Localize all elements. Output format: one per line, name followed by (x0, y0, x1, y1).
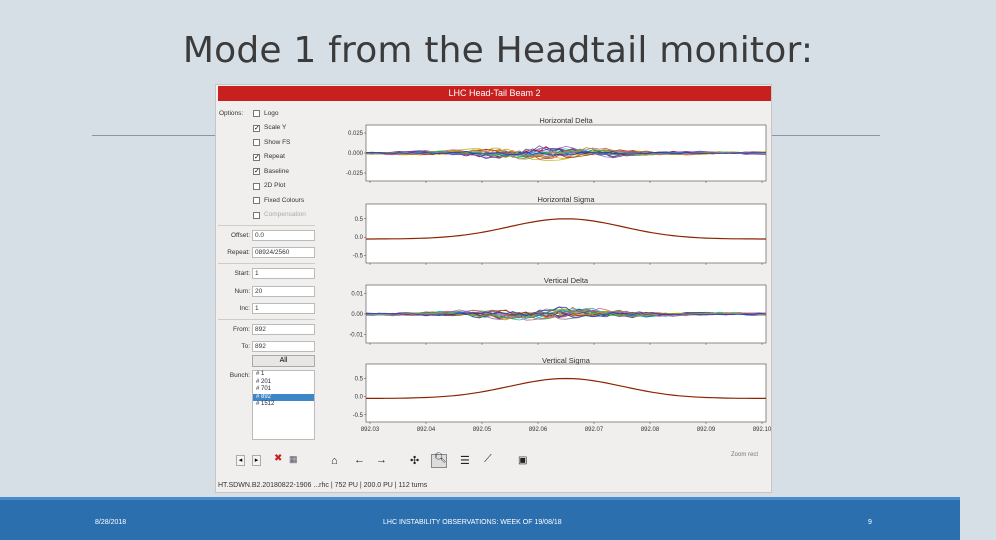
y-tick-label: 0.00 (351, 312, 363, 318)
x-tick-label: 892.07 (584, 427, 604, 433)
bunch-list[interactable] (252, 370, 315, 440)
option-label: 2D Plot (264, 182, 286, 189)
back-arrow-icon[interactable]: ← (354, 454, 365, 466)
bunch-list-item[interactable]: # 892 (253, 394, 314, 402)
option-checkbox-scale-y[interactable]: ✓ (254, 124, 260, 132)
plot-frame (366, 364, 766, 422)
panel-separator (218, 225, 315, 226)
edit-curves-icon[interactable]: ⟋ (484, 453, 492, 465)
save-icon[interactable]: ▣ (518, 455, 528, 466)
bunch-label: Bunch: (229, 372, 250, 379)
plot-frame (366, 204, 766, 263)
home-icon[interactable]: ⌂ (331, 455, 338, 467)
bunch-list-item[interactable]: # 201 (256, 378, 272, 385)
option-checkbox-repeat[interactable]: ✓ (254, 153, 260, 161)
plot-title: Vertical Sigma (542, 356, 590, 365)
x-tick-label: 892.06 (528, 427, 548, 433)
option-label: Compensation (264, 211, 306, 218)
option-label: Logo (264, 109, 279, 117)
x-tick-label: 892.03 (360, 427, 380, 433)
next-button[interactable]: ▸ (252, 455, 261, 466)
num-field[interactable]: 20 (252, 286, 315, 297)
option-checkbox-logo[interactable] (253, 110, 260, 117)
bunch-list-item[interactable]: # 1 (256, 371, 265, 377)
bunch-list-item[interactable]: # 701 (256, 386, 272, 392)
option-checkbox-2d-plot[interactable] (253, 183, 260, 190)
zoom-icon[interactable]: 🔍︎ (434, 453, 447, 464)
y-tick-label: 0.0 (354, 235, 363, 242)
y-tick-label: 0.5 (354, 376, 363, 383)
option-checkbox-compensation (253, 212, 260, 219)
status-bar: HT.SDWN.B2.20180822-1906 ...rhc | 752 PU | 200.0 PU | 112 turns (218, 482, 428, 489)
prev-button[interactable]: ◂ (236, 455, 245, 466)
clear-icon[interactable]: ✖ (274, 453, 283, 464)
panel-separator (218, 319, 315, 320)
option-checkbox-baseline[interactable]: ✓ (254, 168, 260, 175)
y-tick-label: -0.01 (349, 332, 363, 339)
repeat-field[interactable]: 08924/2560 (252, 247, 315, 258)
offset-field[interactable]: 0.0 (252, 230, 315, 241)
y-tick-label: 0.01 (351, 291, 363, 298)
y-tick-label: -0.5 (352, 412, 363, 419)
title-rule-left (92, 135, 215, 136)
from-field[interactable]: 892 (252, 324, 315, 335)
option-checkbox-fixed-colours[interactable] (253, 197, 260, 204)
panel-separator (218, 263, 315, 264)
option-checkbox-show-fs[interactable] (253, 139, 260, 146)
x-tick-label: 892.04 (416, 427, 436, 433)
plot-title: Horizontal Delta (539, 116, 593, 125)
plot-title: Vertical Delta (543, 276, 589, 285)
repeat-label: Repeat: (227, 249, 250, 256)
y-tick-label: -0.025 (345, 171, 363, 177)
plots-svg (330, 103, 772, 443)
slide-title: Mode 1 from the Headtail monitor: (182, 30, 814, 71)
y-tick-label: 0.025 (347, 131, 363, 137)
num-label: Num: (234, 288, 250, 295)
footer-center-text: LHC INSTABILITY OBSERVATIONS: WEEK OF 19/08/18 (383, 519, 562, 526)
to-field[interactable]: 892 (252, 341, 315, 352)
title-rule-right (772, 135, 880, 136)
bunch-list-item[interactable]: # 1512 (256, 401, 275, 407)
plot-title: Horizontal Sigma (537, 195, 595, 204)
x-tick-label: 892.05 (472, 427, 492, 433)
option-label: Baseline (264, 167, 289, 175)
app-title-bar: LHC Head-Tail Beam 2 (218, 86, 771, 101)
option-label: Show FS (264, 138, 291, 146)
option-label: Scale Y (264, 124, 287, 131)
y-tick-label: -0.5 (352, 253, 363, 260)
all-button[interactable]: All (252, 355, 315, 367)
configure-subplots-icon[interactable]: ☰ (460, 455, 470, 467)
zoom-mode-text: Zoom rect (731, 452, 759, 458)
inc-field[interactable]: 1 (252, 303, 315, 314)
footer-page-number: 9 (868, 519, 872, 526)
y-tick-label: 0.000 (347, 151, 363, 157)
x-tick-label: 892.09 (696, 427, 716, 433)
inc-label: Inc: (239, 305, 250, 312)
option-label: Fixed Colours (264, 196, 305, 204)
offset-label: Offset: (230, 232, 250, 239)
option-label: Repeat (264, 153, 285, 160)
headtail-app-window (215, 84, 772, 493)
footer-date: 8/28/2018 (95, 519, 127, 526)
options-label: Options: (219, 110, 244, 117)
y-tick-label: 0.5 (354, 216, 363, 223)
from-label: From: (233, 326, 250, 333)
to-label: To: (241, 343, 250, 350)
plot-icon[interactable]: ▦ (289, 454, 298, 464)
start-field[interactable]: 1 (252, 268, 315, 279)
x-tick-label: 892.10 (752, 427, 772, 433)
start-label: Start: (234, 270, 250, 277)
forward-arrow-icon[interactable]: → (376, 454, 387, 466)
y-tick-label: 0.0 (354, 394, 363, 401)
pan-icon[interactable]: ✣ (410, 455, 420, 467)
plot-area (330, 103, 772, 443)
x-tick-label: 892.08 (640, 427, 660, 433)
